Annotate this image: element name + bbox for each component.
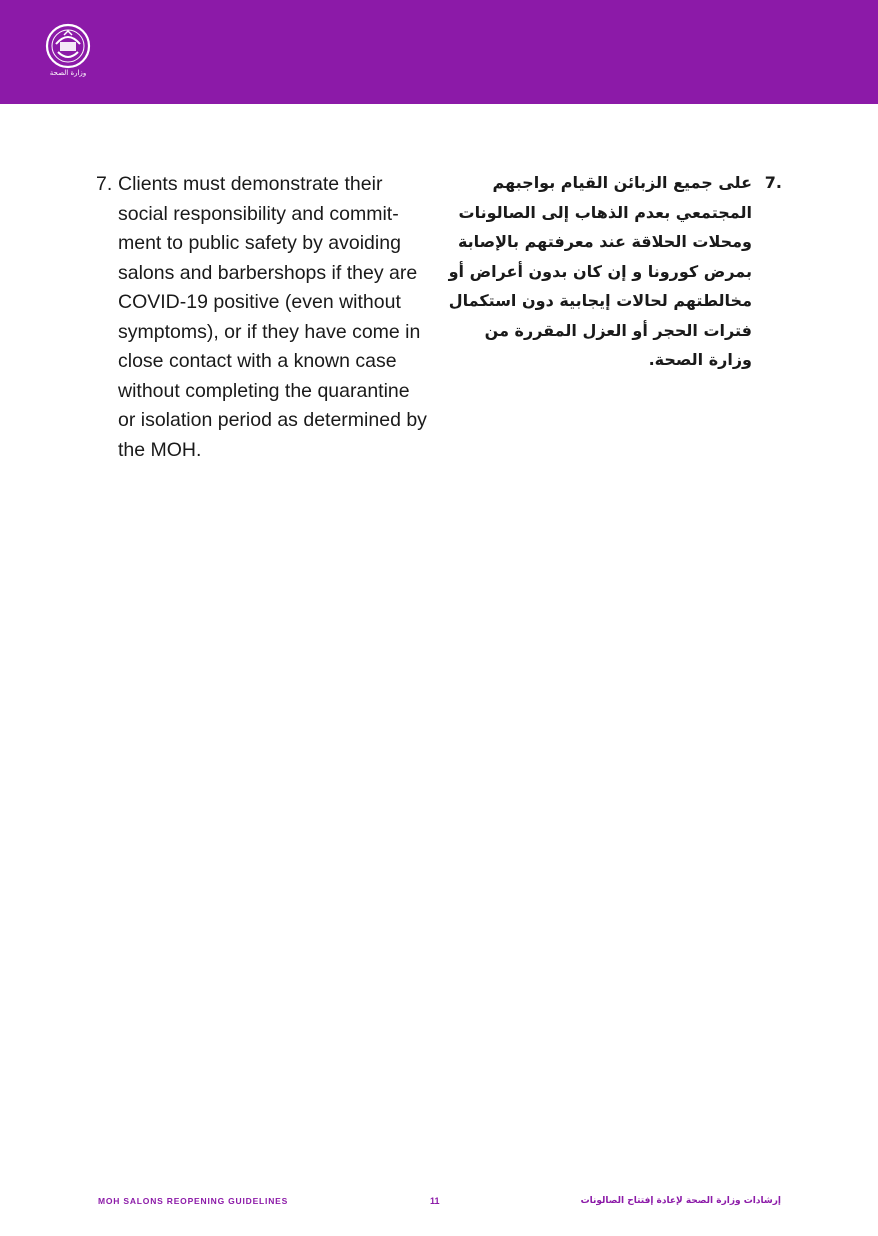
english-item-number: 7.: [96, 173, 113, 195]
logo-caption: وزارة الصحة: [49, 69, 87, 77]
arabic-item-number: 7.: [764, 173, 782, 192]
arabic-item-text: على جميع الزبائن القيام بواجبهم المجتمعي بعدم الذهاب إلى الصالونات ومحلات الحلاقة عند معرفتهم بالإصابة بمرض كورونا و إن كان بدون أعراض أو مخالطتهم لحالات إيجابية دون استكمال فترات الحجر أو العزل المقررة من وزارة الصحة.: [448, 173, 752, 369]
page-number: 11: [430, 1196, 440, 1206]
english-item-text: Clients must demonstrate their social responsibility and commit-ment to public safety by avoiding salons and barbershops if they are COVID-19 positive (even without symptoms), or if they have come in close contact with a known case without completing the quarantine or isolation period as determined by the MOH.: [118, 173, 427, 461]
page-header: [0, 0, 878, 104]
english-item-7: [96, 170, 432, 465]
footer-title-arabic: إرشادات وزارة الصحة لإعادة إفتتاح الصالونات: [580, 1196, 781, 1206]
arabic-item-7: [440, 168, 782, 375]
footer-title-english: MOH SALONS REOPENING GUIDELINES: [98, 1196, 289, 1206]
